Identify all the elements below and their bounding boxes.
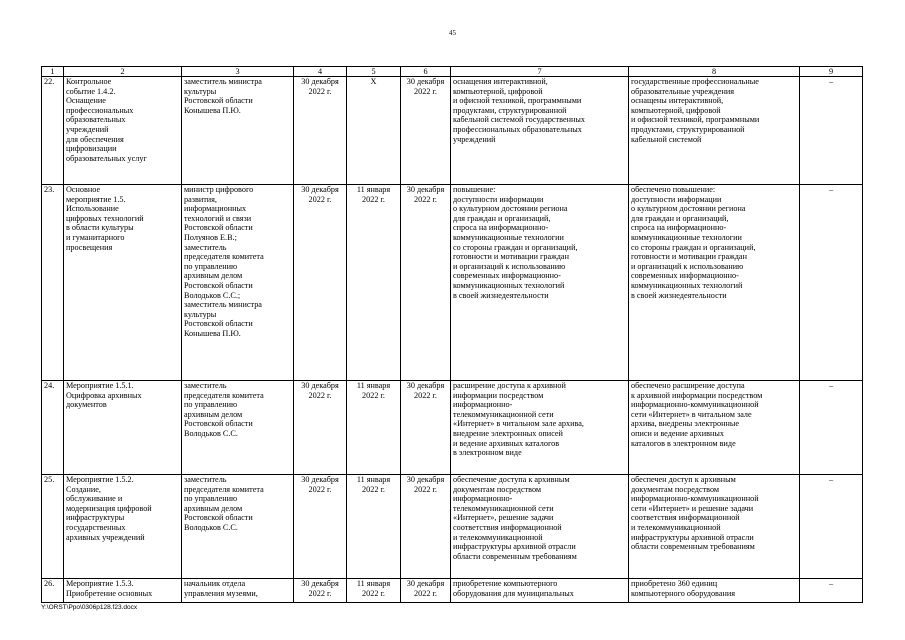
responsible-executor: заместитель председателя комитета по управлению архивным делом Ростовской области Володьков С.С. bbox=[182, 381, 294, 475]
table-row bbox=[42, 475, 863, 579]
planned-result: расширение доступа к архивной информации посредством информационно- телекоммуникационной сети «Интернет» в читальном зале архива, внедрение электронных описей и ведение архивных каталогов в электронном виде bbox=[451, 381, 629, 475]
end-date: 30 декабря 2022 г. bbox=[401, 185, 451, 381]
file-path-footer: Y:\ORST\Ppo\0306p128.f23.docx bbox=[41, 604, 138, 611]
table-row bbox=[42, 579, 863, 603]
column-header: 3 bbox=[182, 67, 294, 77]
event-name: Мероприятие 1.5.2. Создание, обслуживание и модернизация цифровой инфраструктуры государственных архивных учреждений bbox=[64, 475, 182, 579]
column-header: 5 bbox=[347, 67, 401, 77]
deviation-reason: – bbox=[800, 77, 863, 185]
event-name: Основное мероприятие 1.5. Использование цифровых технологий в области культуры и гуманитарного просвещения bbox=[64, 185, 182, 381]
end-date: 30 декабря 2022 г. bbox=[401, 475, 451, 579]
planned-result: повышение: доступности информации о культурном достоянии региона для граждан и организаций, спроса на информационно- коммуникационные технологии со стороны граждан и организаций, готовности и мотивации граждан и организаций к использованию современных информационно- коммуникационных технологий в своей жизнедеятельности bbox=[451, 185, 629, 381]
row-number: 22. bbox=[42, 77, 64, 185]
table-row bbox=[42, 77, 863, 185]
event-name: Контрольное событие 1.4.2. Оснащение профессиональных образовательных учреждений для обеспечения цифровизации образовательных услуг bbox=[64, 77, 182, 185]
column-header: 7 bbox=[451, 67, 629, 77]
column-header: 8 bbox=[629, 67, 800, 77]
planned-result: приобретение компьютерного оборудования для муниципальных bbox=[451, 579, 629, 603]
deviation-reason: – bbox=[800, 579, 863, 603]
row-number: 24. bbox=[42, 381, 64, 475]
table-row bbox=[42, 185, 863, 381]
row-number: 25. bbox=[42, 475, 64, 579]
responsible-executor: начальник отдела управления музеями, bbox=[182, 579, 294, 603]
measures-table bbox=[41, 66, 863, 603]
row-number: 26. bbox=[42, 579, 64, 603]
planned-date: 30 декабря 2022 г. bbox=[294, 185, 347, 381]
responsible-executor: министр цифрового развития, информационных технологий и связи Ростовской области Полуянов Е.В.; заместитель председателя комитета по управлению архивным делом Ростовской области Володьков С.С.; заместитель министра культуры Ростовской области Конышева П.Ю. bbox=[182, 185, 294, 381]
end-date: 30 декабря 2022 г. bbox=[401, 77, 451, 185]
actual-result: приобретено 360 единиц компьютерного оборудования bbox=[629, 579, 800, 603]
event-name: Мероприятие 1.5.3. Приобретение основных bbox=[64, 579, 182, 603]
column-header: 1 bbox=[42, 67, 64, 77]
actual-result: обеспечен доступ к архивным документам посредством информационно-коммуникационной сети «Интернет» и решение задачи соответствия информационной и телекоммуникационной инфраструктуры архивной отрасли области современным требованиям bbox=[629, 475, 800, 579]
column-header: 6 bbox=[401, 67, 451, 77]
start-date: 11 января 2022 г. bbox=[347, 381, 401, 475]
actual-result: обеспечено повышение: доступности информации о культурном достоянии региона для граждан и организаций, спроса на информационно- коммуникационные технологии со стороны граждан и организаций, готовности и мотивации граждан и организаций к использованию современных информационно- коммуникационных технологий в своей жизнедеятельности bbox=[629, 185, 800, 381]
planned-result: оснащения интерактивной, компьютерной, цифровой и офисной техникой, программными продуктами, структурированной кабельной системой государственных профессиональных образовательных учреждений bbox=[451, 77, 629, 185]
actual-result: государственные профессиональные образовательные учреждения оснащены интерактивной, компьютерной, цифровой и офисной техникой, программными продуктами, структурированной кабельной системой bbox=[629, 77, 800, 185]
column-numbers-row bbox=[42, 67, 863, 77]
deviation-reason: – bbox=[800, 475, 863, 579]
end-date: 30 декабря 2022 г. bbox=[401, 381, 451, 475]
planned-date: 30 декабря 2022 г. bbox=[294, 381, 347, 475]
start-date: 11 января 2022 г. bbox=[347, 579, 401, 603]
planned-date: 30 декабря 2022 г. bbox=[294, 579, 347, 603]
start-date: 11 января 2022 г. bbox=[347, 185, 401, 381]
planned-date: 30 декабря 2022 г. bbox=[294, 475, 347, 579]
end-date: 30 декабря 2022 г. bbox=[401, 579, 451, 603]
deviation-reason: – bbox=[800, 185, 863, 381]
column-header: 2 bbox=[64, 67, 182, 77]
page-number: 45 bbox=[449, 29, 456, 37]
table-row bbox=[42, 381, 863, 475]
column-header: 9 bbox=[800, 67, 863, 77]
deviation-reason: – bbox=[800, 381, 863, 475]
start-date: 11 января 2022 г. bbox=[347, 475, 401, 579]
actual-result: обеспечено расширение доступа к архивной информации посредством информационно-коммуникационной сети «Интернет» в читальном зале архива, внедрены электронные описи и ведение архивных каталогов в электронном виде bbox=[629, 381, 800, 475]
event-name: Мероприятие 1.5.1. Оцифровка архивных документов bbox=[64, 381, 182, 475]
responsible-executor: заместитель председателя комитета по управлению архивным делом Ростовской области Володьков С.С. bbox=[182, 475, 294, 579]
start-date: Х bbox=[347, 77, 401, 185]
responsible-executor: заместитель министра культуры Ростовской области Конышева П.Ю. bbox=[182, 77, 294, 185]
planned-result: обеспечение доступа к архивным документам посредством информационно- телекоммуникационной сети «Интернет», решение задачи соответствия информационной и телекоммуникационной инфраструктуры архивной отрасли области современным требованиям bbox=[451, 475, 629, 579]
planned-date: 30 декабря 2022 г. bbox=[294, 77, 347, 185]
row-number: 23. bbox=[42, 185, 64, 381]
column-header: 4 bbox=[294, 67, 347, 77]
